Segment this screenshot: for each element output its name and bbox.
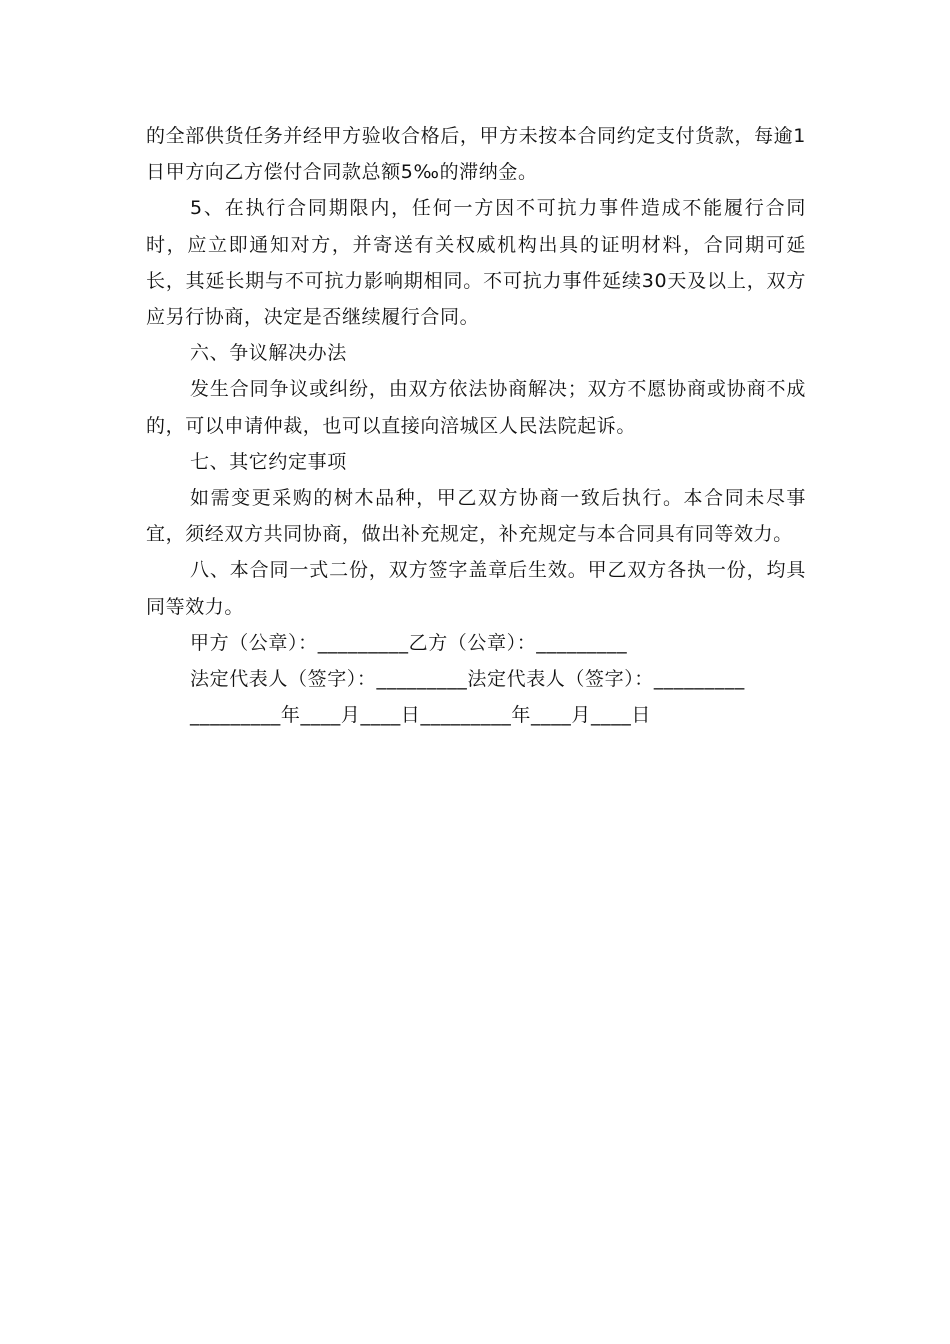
signature-legal-representatives: 法定代表人（签字）：_________法定代表人（签字）：_________ bbox=[190, 668, 745, 691]
heading-other-matters: 七、其它约定事项 bbox=[190, 450, 347, 473]
heading-dispute-resolution: 六、争议解决办法 bbox=[190, 342, 347, 365]
paragraph-dispute-resolution: 发生合同争议或纠纷，由双方依法协商解决；双方不愿协商或协商不成的，可以申请仲裁，也可以直接向涪城区人民法院起诉。 bbox=[146, 378, 806, 437]
signature-dates: _________年____月____日_________年____月____日 bbox=[190, 704, 651, 727]
paragraph-contract-copies: 八、本合同一式二份，双方签字盖章后生效。甲乙双方各执一份，均具同等效力。 bbox=[146, 559, 806, 618]
paragraph-other-matters: 如需变更采购的树木品种，甲乙双方协商一致后执行。本合同未尽事宜，须经双方共同协商，做出补充规定，补充规定与本合同具有同等效力。 bbox=[146, 487, 806, 546]
signature-party-seals: 甲方（公章）：_________乙方（公章）：_________ bbox=[190, 631, 628, 654]
paragraph-force-majeure: 5、在执行合同期限内，任何一方因不可抗力事件造成不能履行合同时，应立即通知对方，并寄送有关权威机构出具的证明材料，合同期可延长，其延长期与不可抗力影响期相同。不可抗力事件延续30天及以上，双方应另行协商，决定是否继续履行合同。 bbox=[146, 197, 806, 329]
paragraph-payment-penalty: 的全部供货任务并经甲方验收合格后，甲方未按本合同约定支付货款，每逾1日甲方向乙方偿付合同款总额5‰的滞纳金。 bbox=[146, 125, 806, 184]
document-body bbox=[146, 118, 806, 733]
